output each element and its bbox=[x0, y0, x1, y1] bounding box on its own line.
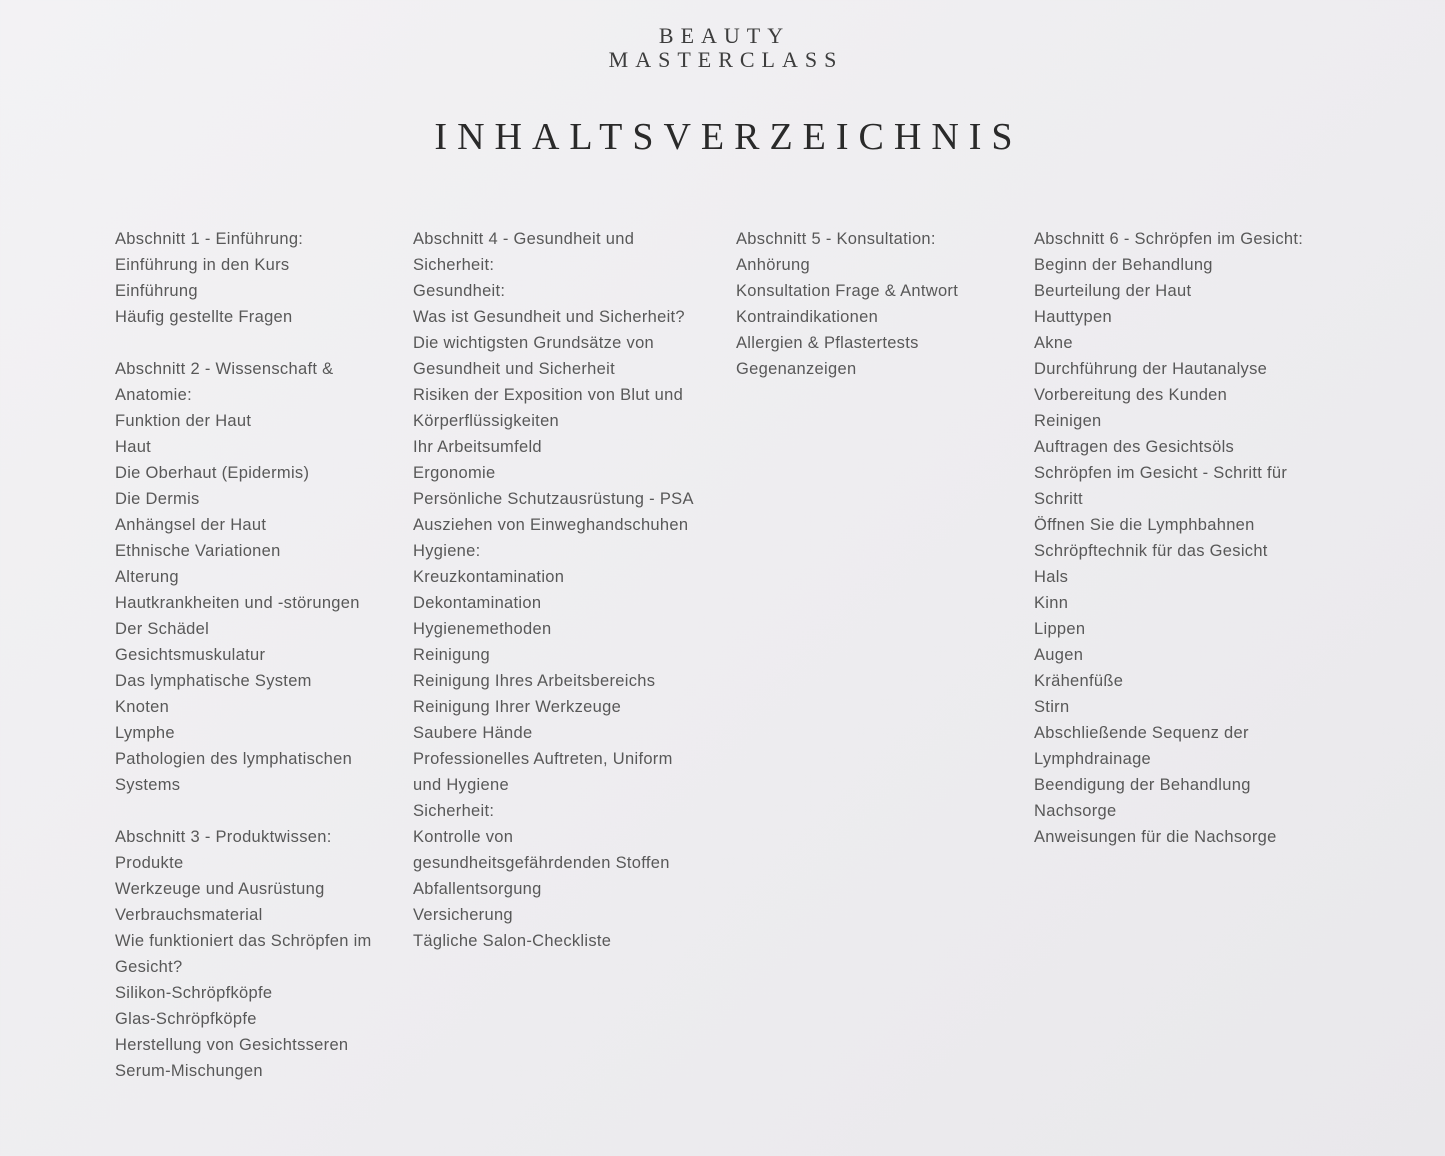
toc-entry: Lymphdrainage bbox=[1034, 750, 1152, 768]
toc-entry: Öffnen Sie die Lymphbahnen bbox=[1034, 516, 1255, 534]
toc-entry: Sicherheit: bbox=[413, 802, 495, 820]
toc-entry: Durchführung der Hautanalyse bbox=[1034, 360, 1268, 378]
toc-entry: Schröpfen im Gesicht - Schritt für bbox=[1034, 464, 1288, 482]
section-heading: Abschnitt 2 - Wissenschaft & bbox=[115, 360, 334, 378]
toc-entry: Allergien & Pflastertests bbox=[736, 334, 919, 352]
toc-entry: Körperflüssigkeiten bbox=[413, 412, 560, 430]
toc-entry: Reinigung Ihres Arbeitsbereichs bbox=[413, 672, 656, 690]
toc-entry: Gesundheit: bbox=[413, 282, 506, 300]
section-heading: Abschnitt 5 - Konsultation: bbox=[736, 230, 936, 248]
toc-entry: Pathologien des lymphatischen bbox=[115, 750, 353, 768]
toc-entry: Kontrolle von bbox=[413, 828, 514, 846]
toc-entry: Beendigung der Behandlung bbox=[1034, 776, 1251, 794]
toc-entry: Serum-Mischungen bbox=[115, 1062, 263, 1080]
toc-column-2 bbox=[413, 226, 694, 954]
toc-entry: Einführung in den Kurs bbox=[115, 256, 290, 274]
toc-entry: Abfallentsorgung bbox=[413, 880, 542, 898]
toc-entry: Knoten bbox=[115, 698, 170, 716]
toc-entry: Konsultation Frage & Antwort bbox=[736, 282, 959, 300]
toc-entry: Hautkrankheiten und -störungen bbox=[115, 594, 360, 612]
toc-entry: Auftragen des Gesichtsöls bbox=[1034, 438, 1235, 456]
toc-column-4 bbox=[1034, 226, 1303, 850]
toc-entry: Saubere Hände bbox=[413, 724, 533, 742]
toc-column-1 bbox=[115, 226, 372, 1084]
toc-entry: Tägliche Salon-Checkliste bbox=[413, 932, 612, 950]
toc-entry: Lippen bbox=[1034, 620, 1086, 638]
toc-entry: Produkte bbox=[115, 854, 184, 872]
toc-entry: Stirn bbox=[1034, 698, 1070, 716]
toc-entry: Schröpftechnik für das Gesicht bbox=[1034, 542, 1268, 560]
toc-entry: gesundheitsgefährdenden Stoffen bbox=[413, 854, 670, 872]
section-spacer bbox=[115, 330, 372, 356]
toc-entry: Beurteilung der Haut bbox=[1034, 282, 1192, 300]
toc-entry: Persönliche Schutzausrüstung - PSA bbox=[413, 490, 694, 508]
toc-entry: Sicherheit: bbox=[413, 256, 495, 274]
section-heading: Abschnitt 4 - Gesundheit und bbox=[413, 230, 635, 248]
toc-entry: Kinn bbox=[1034, 594, 1069, 612]
toc-entry: Verbrauchsmaterial bbox=[115, 906, 263, 924]
toc-entry: Gesicht? bbox=[115, 958, 183, 976]
toc-entry: Ausziehen von Einweghandschuhen bbox=[413, 516, 689, 534]
toc-entry: Hauttypen bbox=[1034, 308, 1112, 326]
section-spacer bbox=[115, 798, 372, 824]
toc-entry: Kreuzkontamination bbox=[413, 568, 565, 586]
brand-line-2: MASTERCLASS bbox=[608, 47, 844, 72]
toc-entry: Gesichtsmuskulatur bbox=[115, 646, 266, 664]
toc-entry: Glas-Schröpfköpfe bbox=[115, 1010, 257, 1028]
toc-entry: Lymphe bbox=[115, 724, 175, 742]
toc-entry: Hygienemethoden bbox=[413, 620, 552, 638]
toc-entry: Anhörung bbox=[736, 256, 810, 274]
toc-entry: Herstellung von Gesichtsseren bbox=[115, 1036, 349, 1054]
toc-entry: Reinigung Ihrer Werkzeuge bbox=[413, 698, 622, 716]
toc-entry: Gesundheit und Sicherheit bbox=[413, 360, 615, 378]
toc-entry: Hygiene: bbox=[413, 542, 481, 560]
section-heading: Abschnitt 3 - Produktwissen: bbox=[115, 828, 332, 846]
toc-entry: Augen bbox=[1034, 646, 1084, 664]
toc-entry: Haut bbox=[115, 438, 152, 456]
toc-entry: Einführung bbox=[115, 282, 198, 300]
toc-entry: Das lymphatische System bbox=[115, 672, 312, 690]
toc-entry: Werkzeuge und Ausrüstung bbox=[115, 880, 325, 898]
toc-entry: Reinigung bbox=[413, 646, 491, 664]
toc-entry: Gegenanzeigen bbox=[736, 360, 857, 378]
toc-entry: Funktion der Haut bbox=[115, 412, 252, 430]
toc-entry: Wie funktioniert das Schröpfen im bbox=[115, 932, 372, 950]
toc-entry: Die wichtigsten Grundsätze von bbox=[413, 334, 655, 352]
toc-entry: Ihr Arbeitsumfeld bbox=[413, 438, 542, 456]
toc-entry: Alterung bbox=[115, 568, 179, 586]
toc-entry: Beginn der Behandlung bbox=[1034, 256, 1213, 274]
toc-entry: Systems bbox=[115, 776, 181, 794]
toc-entry: Anatomie: bbox=[115, 386, 192, 404]
toc-entry: Silikon-Schröpfköpfe bbox=[115, 984, 273, 1002]
toc-entry: und Hygiene bbox=[413, 776, 509, 794]
toc-entry: Nachsorge bbox=[1034, 802, 1117, 820]
toc-entry: Anhängsel der Haut bbox=[115, 516, 267, 534]
toc-entry: Häufig gestellte Fragen bbox=[115, 308, 293, 326]
toc-entry: Ergonomie bbox=[413, 464, 496, 482]
section-heading: Abschnitt 1 - Einführung: bbox=[115, 230, 304, 248]
toc-entry: Der Schädel bbox=[115, 620, 210, 638]
brand-logo bbox=[0, 24, 1445, 72]
brand-line-1: BEAUTY bbox=[658, 23, 791, 48]
toc-entry: Abschließende Sequenz der bbox=[1034, 724, 1249, 742]
toc-entry: Krähenfüße bbox=[1034, 672, 1124, 690]
toc-entry: Hals bbox=[1034, 568, 1069, 586]
toc-entry: Reinigen bbox=[1034, 412, 1102, 430]
toc-entry: Vorbereitung des Kunden bbox=[1034, 386, 1228, 404]
toc-entry: Akne bbox=[1034, 334, 1073, 352]
toc-entry: Dekontamination bbox=[413, 594, 542, 612]
toc-entry: Die Dermis bbox=[115, 490, 200, 508]
toc-entry: Risiken der Exposition von Blut und bbox=[413, 386, 684, 404]
toc-entry: Professionelles Auftreten, Uniform bbox=[413, 750, 673, 768]
toc-entry: Ethnische Variationen bbox=[115, 542, 281, 560]
toc-entry: Die Oberhaut (Epidermis) bbox=[115, 464, 310, 482]
toc-entry: Was ist Gesundheit und Sicherheit? bbox=[413, 308, 685, 326]
toc-column-3 bbox=[736, 226, 958, 382]
toc-entry: Kontraindikationen bbox=[736, 308, 879, 326]
toc-entry: Versicherung bbox=[413, 906, 513, 924]
page-title: INHALTSVERZEICHNIS bbox=[434, 116, 1023, 158]
section-heading: Abschnitt 6 - Schröpfen im Gesicht: bbox=[1034, 230, 1304, 248]
toc-entry: Anweisungen für die Nachsorge bbox=[1034, 828, 1277, 846]
toc-entry: Schritt bbox=[1034, 490, 1083, 508]
